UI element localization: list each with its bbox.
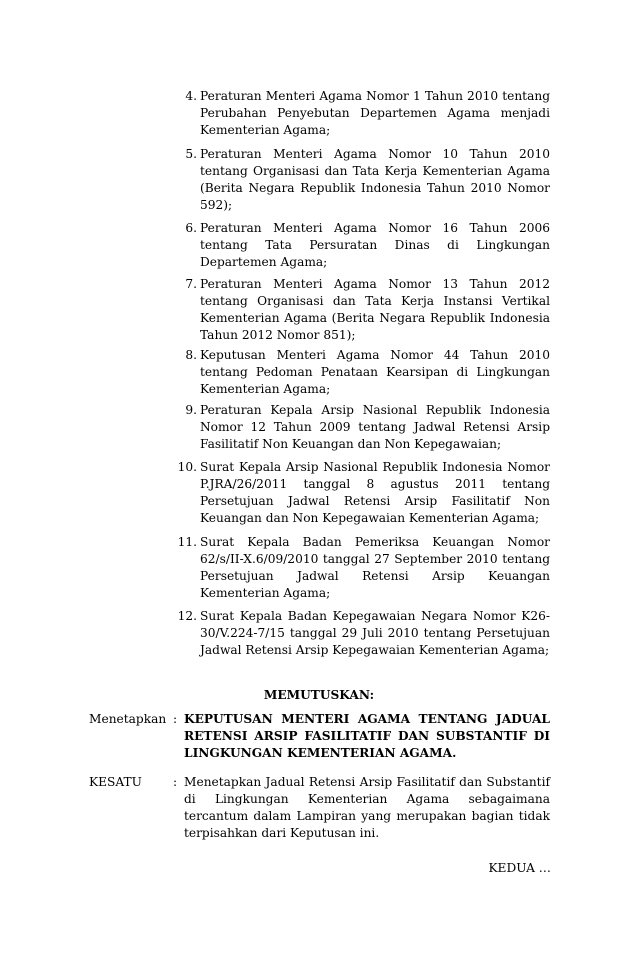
kesatu-label: KESATU xyxy=(89,775,142,789)
section-heading: MEMUTUSKAN: xyxy=(263,688,375,702)
menetapkan-label: Menetapkan xyxy=(89,712,167,726)
list-item-text: Surat Kepala Badan Pemeriksa Keuangan Nomor 62/s/II-X.6/09/2010 tanggal 27 September 2010 tentang Persetujuan Jadwal Retensi Arsip Keuangan Kementerian Agama; xyxy=(200,535,550,600)
list-item-number: 5. xyxy=(185,147,197,161)
list-item-number: 4. xyxy=(185,89,197,103)
next-page-catchword: KEDUA … xyxy=(488,861,551,875)
list-item-text: Peraturan Menteri Agama Nomor 16 Tahun 2006 tentang Tata Persuratan Dinas di Lingkungan Departemen Agama; xyxy=(200,221,550,269)
list-item-text: Keputusan Menteri Agama Nomor 44 Tahun 2010 tentang Pedoman Penataan Kearsipan di Lingkungan Kementerian Agama; xyxy=(200,348,550,396)
list-item-number: 10. xyxy=(177,460,197,474)
list-item-text: Surat Kepala Arsip Nasional Republik Indonesia Nomor P.JRA/26/2011 tanggal 8 agustus 2011 tentang Persetujuan Jadwal Retensi Arsip Fasilitatif Non Keuangan dan Non Kepegawaian Kementerian Agama; xyxy=(200,460,550,525)
kesatu-text: Menetapkan Jadual Retensi Arsip Fasilitatif dan Substantif di Lingkungan Kementerian Agama sebagaimana tercantum dalam Lampiran yang merupakan bagian tidak terpisahkan dari Keputusan ini. xyxy=(184,775,550,840)
list-item-number: 7. xyxy=(185,277,197,291)
list-item-number: 8. xyxy=(185,348,197,362)
list-item-text: Peraturan Menteri Agama Nomor 10 Tahun 2010 tentang Organisasi dan Tata Kerja Kementerian Agama (Berita Negara Republik Indonesia Tahun 2010 Nomor 592); xyxy=(200,147,550,212)
list-item-text: Peraturan Menteri Agama Nomor 1 Tahun 2010 tentang Perubahan Penyebutan Departemen Agama menjadi Kementerian Agama; xyxy=(200,89,550,137)
menetapkan-text: KEPUTUSAN MENTERI AGAMA TENTANG JADUAL RETENSI ARSIP FASILITATIF DAN SUBSTANTIF DI LINGKUNGAN KEMENTERIAN AGAMA. xyxy=(184,712,550,760)
list-item-number: 6. xyxy=(185,221,197,235)
list-item-number: 9. xyxy=(185,403,197,417)
list-item-text: Surat Kepala Badan Kepegawaian Negara Nomor K26-30/V.224-7/15 tanggal 29 Juli 2010 tentang Persetujuan Jadwal Retensi Arsip Kepegawaian Kementerian Agama; xyxy=(200,609,550,657)
list-item-number: 12. xyxy=(177,609,197,623)
list-item-text: Peraturan Menteri Agama Nomor 13 Tahun 2012 tentang Organisasi dan Tata Kerja Instansi Vertikal Kementerian Agama (Berita Negara Republik Indonesia Tahun 2012 Nomor 851); xyxy=(200,277,550,342)
menetapkan-colon: : xyxy=(173,712,178,726)
kesatu-colon: : xyxy=(173,775,178,789)
list-item-number: 11. xyxy=(177,535,197,549)
list-item-text: Peraturan Kepala Arsip Nasional Republik Indonesia Nomor 12 Tahun 2009 tentang Jadwal Retensi Arsip Fasilitatif Non Keuangan dan Non Kepegawaian; xyxy=(200,403,550,451)
